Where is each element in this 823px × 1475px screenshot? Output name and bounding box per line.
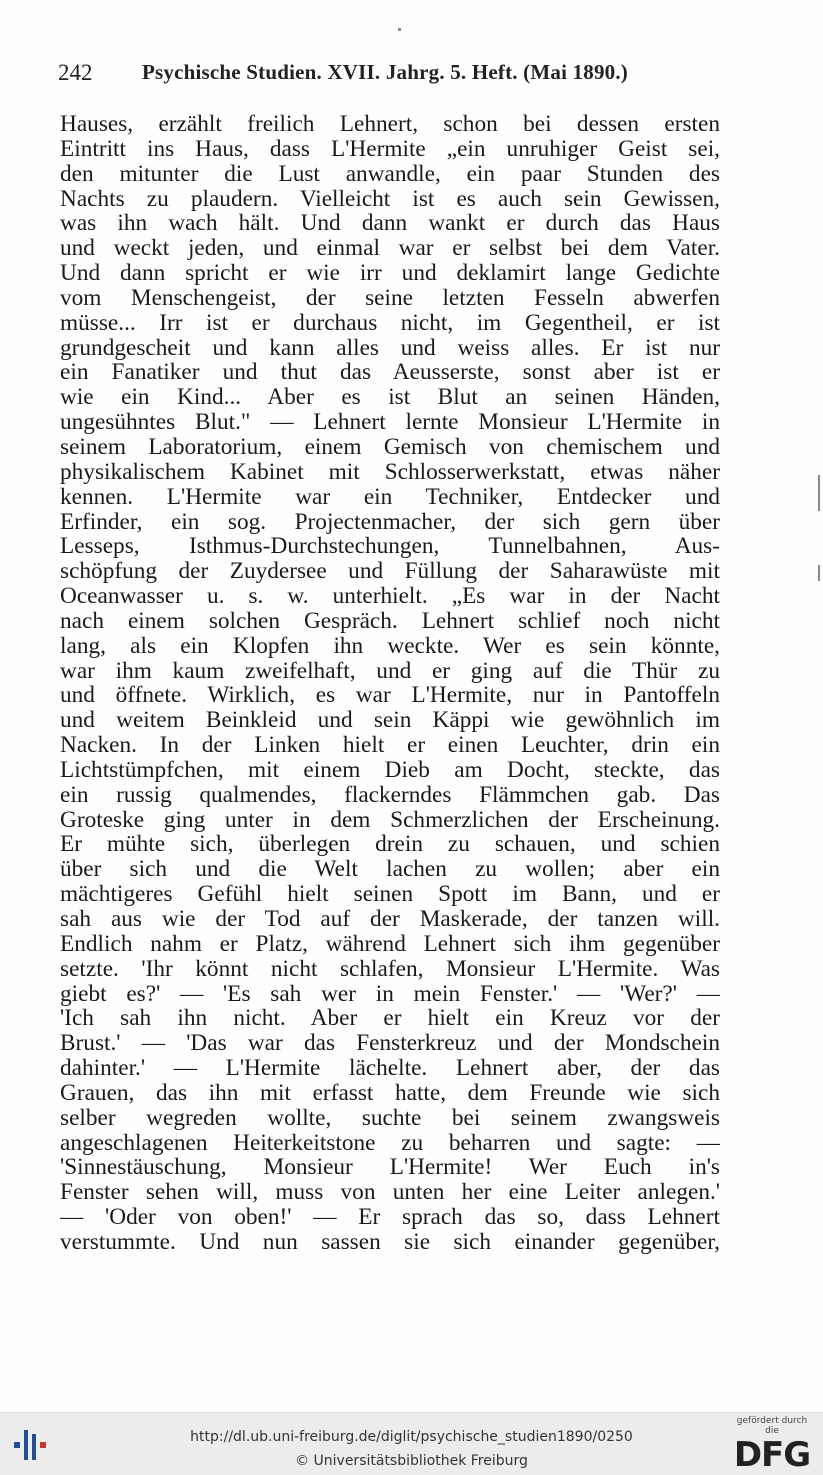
text-line: ungesühntes Blut." — Lehnert lernte Monsieur L'Hermite in [60, 410, 720, 435]
text-line: Grauen, das ihn mit erfasst hatte, dem Freunde wie sich [60, 1080, 720, 1106]
text-line: Er mühte sich, überlegen drein zu schauen, und schien [60, 832, 720, 858]
footer-bar [0, 1412, 823, 1475]
text-line: Nacken. In der Linken hielt er einen Leuchter, drin ein [60, 733, 720, 758]
text-line: selber wegreden wollte, suchte bei seinem zwangsweis [60, 1105, 720, 1131]
text-line: ein russig qualmendes, flackerndes Flämmchen gab. Das [60, 782, 720, 808]
text-line: grundgescheit und kann alles und weiss alles. Er ist nur [60, 335, 720, 361]
text-line: kennen. L'Hermite war ein Techniker, Entdecker und [60, 484, 720, 510]
text-line: Lesseps, Isthmus-Durchstechungen, Tunnelbahnen, Aus- [60, 534, 720, 560]
text-line: vom Menschengeist, der seine letzten Fesseln abwerfen [60, 285, 720, 311]
text-line: angeschlagenen Heiterkeitstone zu beharren und sagte: — [60, 1130, 720, 1156]
dfg-funding-text: gefördert durch die [736, 1416, 808, 1436]
text-line: Fenster sehen will, muss von unten her eine Leiter anlegen.' [60, 1180, 720, 1206]
text-line: Oceanwasser u. s. w. unterhielt. „Es war in der Nacht [60, 584, 720, 609]
scan-mark [398, 28, 401, 31]
text-line: 'Sinnestäuschung, Monsieur L'Hermite! Wer Euch in's [60, 1155, 720, 1181]
text-line: Hauses, erzählt freilich Lehnert, schon bei dessen ersten [60, 112, 720, 137]
permalink-url[interactable]: http://dl.ub.uni-freiburg.de/diglit/psychische_studien1890/0250 [190, 1429, 633, 1445]
text-line: dahinter.' — L'Hermite lächelte. Lehnert aber, der das [60, 1056, 720, 1081]
text-line: seinem Laboratorium, einem Gemisch von chemischem und [60, 434, 720, 460]
text-line: wie ein Kind... Aber es ist Blut an seinen Händen, [60, 385, 720, 411]
text-line: Eintritt ins Haus, dass L'Hermite „ein unruhiger Geist sei, [60, 136, 720, 162]
dfg-wordmark: DFG [733, 1435, 811, 1475]
text-line: und weckt jeden, und einmal war er selbst bei dem Vater. [60, 236, 720, 262]
text-line: Erfinder, ein sog. Projectenmacher, der sich gern über [60, 509, 720, 535]
text-line: mächtigeres Gefühl hielt seinen Spott im Bann, und er [60, 882, 720, 907]
text-line: müsse... Irr ist er durchaus nicht, im Gegentheil, er ist [60, 310, 720, 336]
text-line: Nachts zu plaudern. Vielleicht ist es auch sein Gewissen, [60, 186, 720, 212]
text-line: setzte. 'Ihr könnt nicht schlafen, Monsieur L'Hermite. Was [60, 956, 720, 982]
text-line: den mitunter die Lust anwandle, ein paar Stunden des [60, 161, 720, 187]
text-line: und weitem Beinkleid und sein Käppi wie gewöhnlich im [60, 708, 720, 734]
text-line: schöpfung der Zuydersee und Füllung der Saharawüste mit [60, 559, 720, 585]
text-line: Lichtstümpfchen, mit einem Dieb am Docht, steckte, das [60, 757, 720, 783]
scan-mark [818, 475, 820, 511]
text-line: über sich und die Welt lachen zu wollen; aber ein [60, 857, 720, 883]
text-line: war ihm kaum zweifelhaft, und er ging auf die Thür zu [60, 658, 720, 684]
page-number: 242 [58, 60, 93, 85]
text-line: lang, als ein Klopfen ihn weckte. Wer es sein könnte, [60, 633, 720, 659]
running-title: Psychische Studien. XVII. Jahrg. 5. Heft. (Mai 1890.) [142, 60, 629, 84]
text-line: Groteske ging unter in dem Schmerzlichen der Erscheinung. [60, 807, 720, 833]
body-text [60, 112, 720, 1255]
text-line: verstummte. Und nun sassen sie sich einander gegenüber, [60, 1229, 720, 1255]
scan-mark [818, 565, 820, 581]
text-line: — 'Oder von oben!' — Er sprach das so, dass Lehnert [60, 1205, 720, 1230]
text-line: sah aus wie der Tod auf der Maskerade, der tanzen will. [60, 907, 720, 932]
text-line: Und dann spricht er wie irr und deklamirt lange Gedichte [60, 261, 720, 286]
text-line: was ihn wach hält. Und dann wankt er durch das Haus [60, 211, 720, 237]
text-line: ein Fanatiker und thut das Aeusserste, sonst aber ist er [60, 360, 720, 386]
text-line: und öffnete. Wirklich, es war L'Hermite, nur in Pantoffeln [60, 683, 720, 709]
text-line: giebt es?' — 'Es sah wer in mein Fenster.' — 'Wer?' — [60, 981, 720, 1007]
text-line: nach einem solchen Gespräch. Lehnert schlief noch nicht [60, 608, 720, 634]
text-line: physikalischem Kabinet mit Schlosserwerkstatt, etwas näher [60, 459, 720, 485]
text-line: 'Ich sah ihn nicht. Aber er hielt ein Kreuz vor der [60, 1006, 720, 1032]
text-line: Brust.' — 'Das war das Fensterkreuz und der Mondschein [60, 1031, 720, 1057]
library-logo-icon [10, 1420, 56, 1466]
copyright-notice: © Universitätsbibliothek Freiburg [295, 1453, 528, 1469]
text-line: Endlich nahm er Platz, während Lehnert sich ihm gegenüber [60, 931, 720, 957]
dfg-logo [729, 1416, 815, 1475]
running-header [58, 60, 728, 90]
